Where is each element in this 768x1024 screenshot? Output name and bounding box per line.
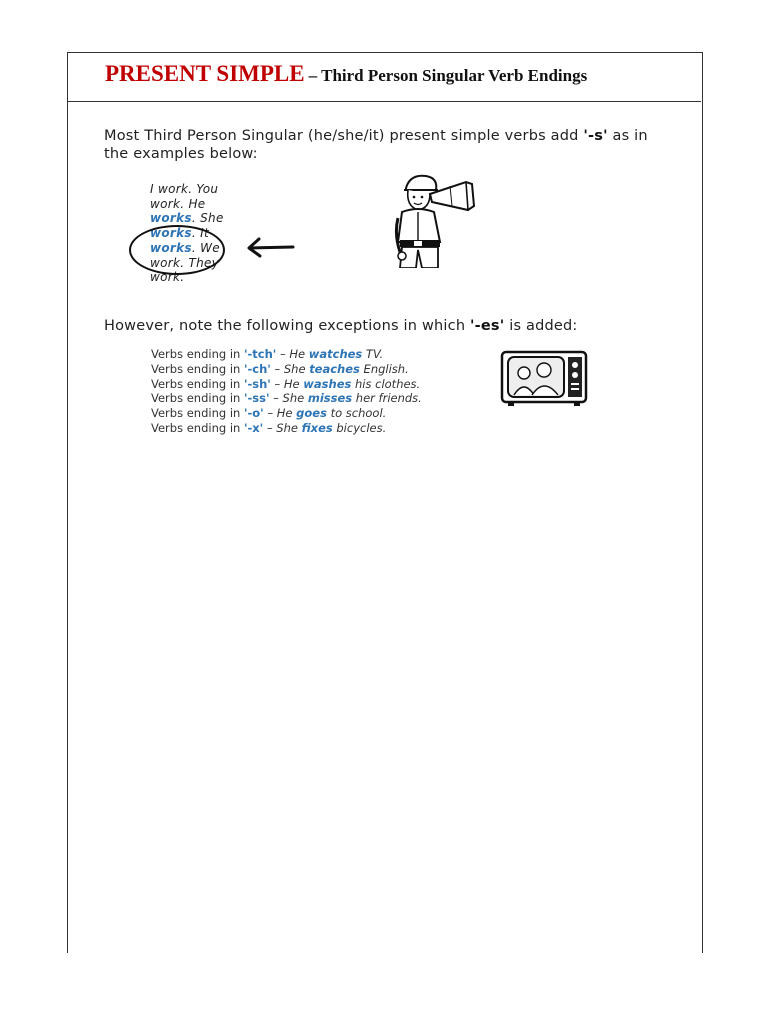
rule-subject: She bbox=[276, 420, 302, 435]
title-box bbox=[67, 52, 701, 102]
rule-object: TV. bbox=[362, 347, 384, 361]
exceptions-intro bbox=[104, 317, 684, 335]
rule-suffix: '-ch' bbox=[243, 361, 271, 376]
rule-object: bicycles. bbox=[332, 420, 387, 435]
example-verb: works bbox=[150, 240, 192, 255]
rule-dash: – bbox=[263, 420, 277, 435]
arrow-icon bbox=[245, 236, 295, 258]
example-pre: She bbox=[200, 211, 224, 226]
rule-object: English. bbox=[359, 361, 409, 376]
rule-item bbox=[151, 406, 491, 421]
example-verb: works bbox=[150, 211, 192, 226]
rule-object: her friends. bbox=[352, 391, 422, 406]
however-text-before: However, note the following exceptions in which bbox=[104, 318, 471, 334]
rule-prefix: Verbs ending in bbox=[151, 420, 244, 435]
however-suffix: '-es' bbox=[470, 318, 505, 334]
rule-subject: He bbox=[289, 347, 309, 361]
rule-object: his clothes. bbox=[351, 376, 421, 391]
intro-paragraph bbox=[104, 127, 664, 163]
rule-suffix: '-o' bbox=[243, 406, 264, 421]
rule-suffix: '-ss' bbox=[243, 391, 270, 406]
rule-item bbox=[151, 421, 491, 436]
rule-verb: goes bbox=[296, 406, 327, 421]
rule-dash: – bbox=[270, 361, 284, 376]
rule-dash: – bbox=[269, 391, 283, 406]
rule-subject: He bbox=[283, 376, 304, 391]
television-icon bbox=[500, 349, 588, 407]
worker-with-bullhorn-icon bbox=[394, 172, 478, 268]
intro-text-after: as in the examples below: bbox=[104, 128, 648, 162]
rule-verb: fixes bbox=[301, 420, 333, 435]
rule-subject: She bbox=[283, 361, 310, 376]
rule-verb: washes bbox=[303, 376, 352, 391]
rule-dash: – bbox=[276, 347, 290, 361]
intro-text-before: Most Third Person Singular (he/she/it) present simple verbs add bbox=[104, 128, 584, 144]
example-verb: works bbox=[150, 226, 192, 241]
rule-dash: – bbox=[263, 406, 277, 421]
rule-prefix: Verbs ending in bbox=[151, 361, 244, 376]
rule-subject: He bbox=[276, 406, 297, 421]
example-post: . We work. They work. bbox=[150, 240, 220, 285]
rule-prefix: Verbs ending in bbox=[151, 391, 244, 406]
title-main: PRESENT SIMPLE bbox=[105, 61, 305, 86]
rule-prefix: Verbs ending in bbox=[151, 406, 244, 421]
rules-list bbox=[151, 347, 491, 436]
highlight-circle bbox=[129, 225, 225, 275]
rule-suffix: '-x' bbox=[243, 420, 264, 435]
rule-item bbox=[151, 391, 491, 406]
title-separator: – bbox=[308, 66, 318, 85]
rule-item bbox=[151, 347, 491, 362]
rule-object: to school. bbox=[326, 406, 387, 421]
intro-suffix: '-s' bbox=[583, 128, 608, 144]
example-pre: I work. You work. He bbox=[150, 182, 219, 211]
rule-subject: She bbox=[282, 391, 308, 406]
page-title bbox=[105, 61, 587, 87]
example-post: . It bbox=[191, 226, 209, 241]
rule-dash: – bbox=[270, 376, 284, 391]
rule-suffix: '-sh' bbox=[243, 376, 271, 391]
title-subtitle: Third Person Singular Verb Endings bbox=[321, 66, 588, 85]
rule-item bbox=[151, 362, 491, 377]
rule-verb: misses bbox=[307, 391, 353, 406]
rule-verb: teaches bbox=[309, 361, 360, 376]
rule-prefix: Verbs ending in bbox=[151, 347, 244, 361]
rule-prefix: Verbs ending in bbox=[151, 376, 244, 391]
rule-item bbox=[151, 377, 491, 392]
rule-verb: watches bbox=[308, 347, 363, 361]
however-text-after: is added: bbox=[504, 318, 578, 334]
rule-suffix: '-tch' bbox=[243, 347, 277, 361]
example-post: . bbox=[191, 211, 196, 226]
